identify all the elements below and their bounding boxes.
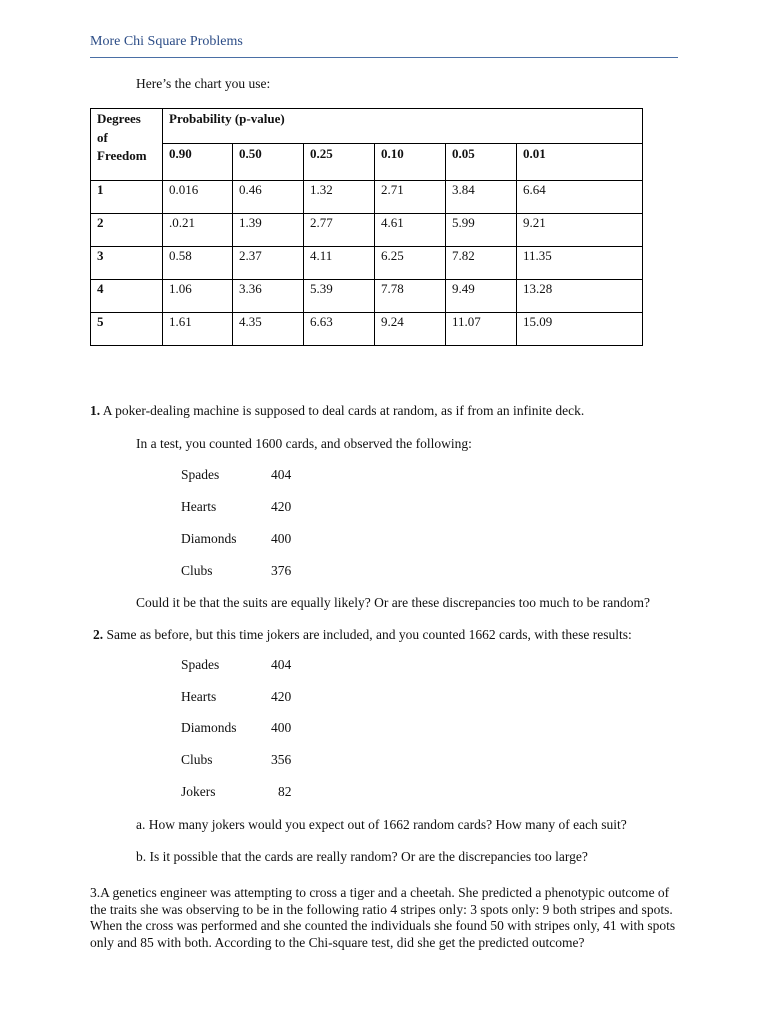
- suit-count: 376: [271, 563, 292, 578]
- problem-number: 2.: [93, 627, 104, 642]
- p-value-header: 0.90: [163, 144, 233, 181]
- problem-1-question: Could it be that the suits are equally likely? Or are these discrepancies too much to be random?: [136, 595, 650, 610]
- table-cell: 0.46: [233, 181, 304, 214]
- problem-1-test-text: In a test, you counted 1600 cards, and observed the following:: [136, 436, 472, 451]
- problem-number: 1.: [90, 403, 101, 418]
- table-cell: 9.24: [375, 313, 446, 346]
- suit-label: Clubs: [181, 563, 213, 578]
- table-cell: 7.82: [446, 247, 517, 280]
- table-cell: .0.21: [163, 214, 233, 247]
- table-cell: 1.32: [304, 181, 375, 214]
- suit-label: Diamonds: [181, 720, 237, 735]
- table-row: [91, 280, 643, 313]
- table-cell: 0.016: [163, 181, 233, 214]
- table-row: [91, 214, 643, 247]
- table-cell: 6.63: [304, 313, 375, 346]
- p-value-header: 0.10: [375, 144, 446, 181]
- table-cell: 2.77: [304, 214, 375, 247]
- suit-label: Spades: [181, 467, 220, 482]
- problem-2-part-b: b. Is it possible that the cards are really random? Or are the discrepancies too large?: [136, 849, 588, 864]
- table-cell: 5.39: [304, 280, 375, 313]
- probability-header: Probability (p-value): [163, 109, 643, 144]
- problem-1: [90, 403, 584, 419]
- table-cell: 4.35: [233, 313, 304, 346]
- table-cell: 9.21: [517, 214, 643, 247]
- suit-count: 400: [271, 531, 292, 546]
- problem-2-part-a: a. How many jokers would you expect out of 1662 random cards? How many of each suit?: [136, 817, 627, 832]
- header-divider: [90, 57, 678, 58]
- table-cell: 9.49: [446, 280, 517, 313]
- table-cell: 7.78: [375, 280, 446, 313]
- p-value-header: 0.05: [446, 144, 517, 181]
- suit-label: Clubs: [181, 752, 213, 767]
- suit-label: Diamonds: [181, 531, 237, 546]
- table-cell: 0.58: [163, 247, 233, 280]
- table-cell: 15.09: [517, 313, 643, 346]
- degrees-of-freedom-header: Degrees of Freedom: [91, 109, 163, 181]
- problem-3: 3.A genetics engineer was attempting to cross a tiger and a cheetah. She predicted a phenotypic outcome of the traits she was observing to be in the following ratio 4 stripes only: 3 spots only: 9 both stripes and spots. When the cross was performed and she counted the individuals she found 50 with stripes only, 41 with spots only and 85 with both. According to the Chi-square test, did she get the predicted outcome?: [90, 885, 676, 950]
- suit-count: 404: [271, 467, 292, 482]
- table-cell: 4.61: [375, 214, 446, 247]
- intro-text: Here’s the chart you use:: [136, 76, 271, 91]
- p-value-header: 0.50: [233, 144, 304, 181]
- suit-count: 420: [271, 689, 292, 704]
- suit-label: Spades: [181, 657, 220, 672]
- table-cell: 4.11: [304, 247, 375, 280]
- table-cell: 1.06: [163, 280, 233, 313]
- table-cell: 1.39: [233, 214, 304, 247]
- table-cell: 3.84: [446, 181, 517, 214]
- table-cell: 13.28: [517, 280, 643, 313]
- table-cell: 6.64: [517, 181, 643, 214]
- problem-text: Same as before, but this time jokers are included, and you counted 1662 cards, with these results:: [106, 627, 632, 642]
- table-row: [91, 181, 643, 214]
- p-value-header: 0.25: [304, 144, 375, 181]
- suit-count: 420: [271, 499, 292, 514]
- suit-count: 400: [271, 720, 292, 735]
- suit-count: 82: [278, 784, 292, 799]
- df-cell: 2: [91, 214, 163, 247]
- problem-text: A poker-dealing machine is supposed to deal cards at random, as if from an infinite deck.: [102, 403, 585, 418]
- suit-count: 404: [271, 657, 292, 672]
- page-header-title: More Chi Square Problems: [90, 34, 243, 49]
- table-cell: 2.71: [375, 181, 446, 214]
- table-cell: 11.07: [446, 313, 517, 346]
- df-cell: 3: [91, 247, 163, 280]
- table-row: [91, 247, 643, 280]
- table-cell: 3.36: [233, 280, 304, 313]
- df-cell: 4: [91, 280, 163, 313]
- table-cell: 5.99: [446, 214, 517, 247]
- p-value-header: 0.01: [517, 144, 643, 181]
- suit-label: Hearts: [181, 499, 217, 514]
- table-cell: 6.25: [375, 247, 446, 280]
- table-cell: 1.61: [163, 313, 233, 346]
- suit-count: 356: [271, 752, 292, 767]
- problem-2: [93, 627, 632, 643]
- suit-label: Hearts: [181, 689, 217, 704]
- table-cell: 2.37: [233, 247, 304, 280]
- df-cell: 5: [91, 313, 163, 346]
- suit-label: Jokers: [181, 784, 216, 799]
- table-row: [91, 313, 643, 346]
- chi-square-table: [90, 108, 643, 346]
- table-cell: 11.35: [517, 247, 643, 280]
- df-cell: 1: [91, 181, 163, 214]
